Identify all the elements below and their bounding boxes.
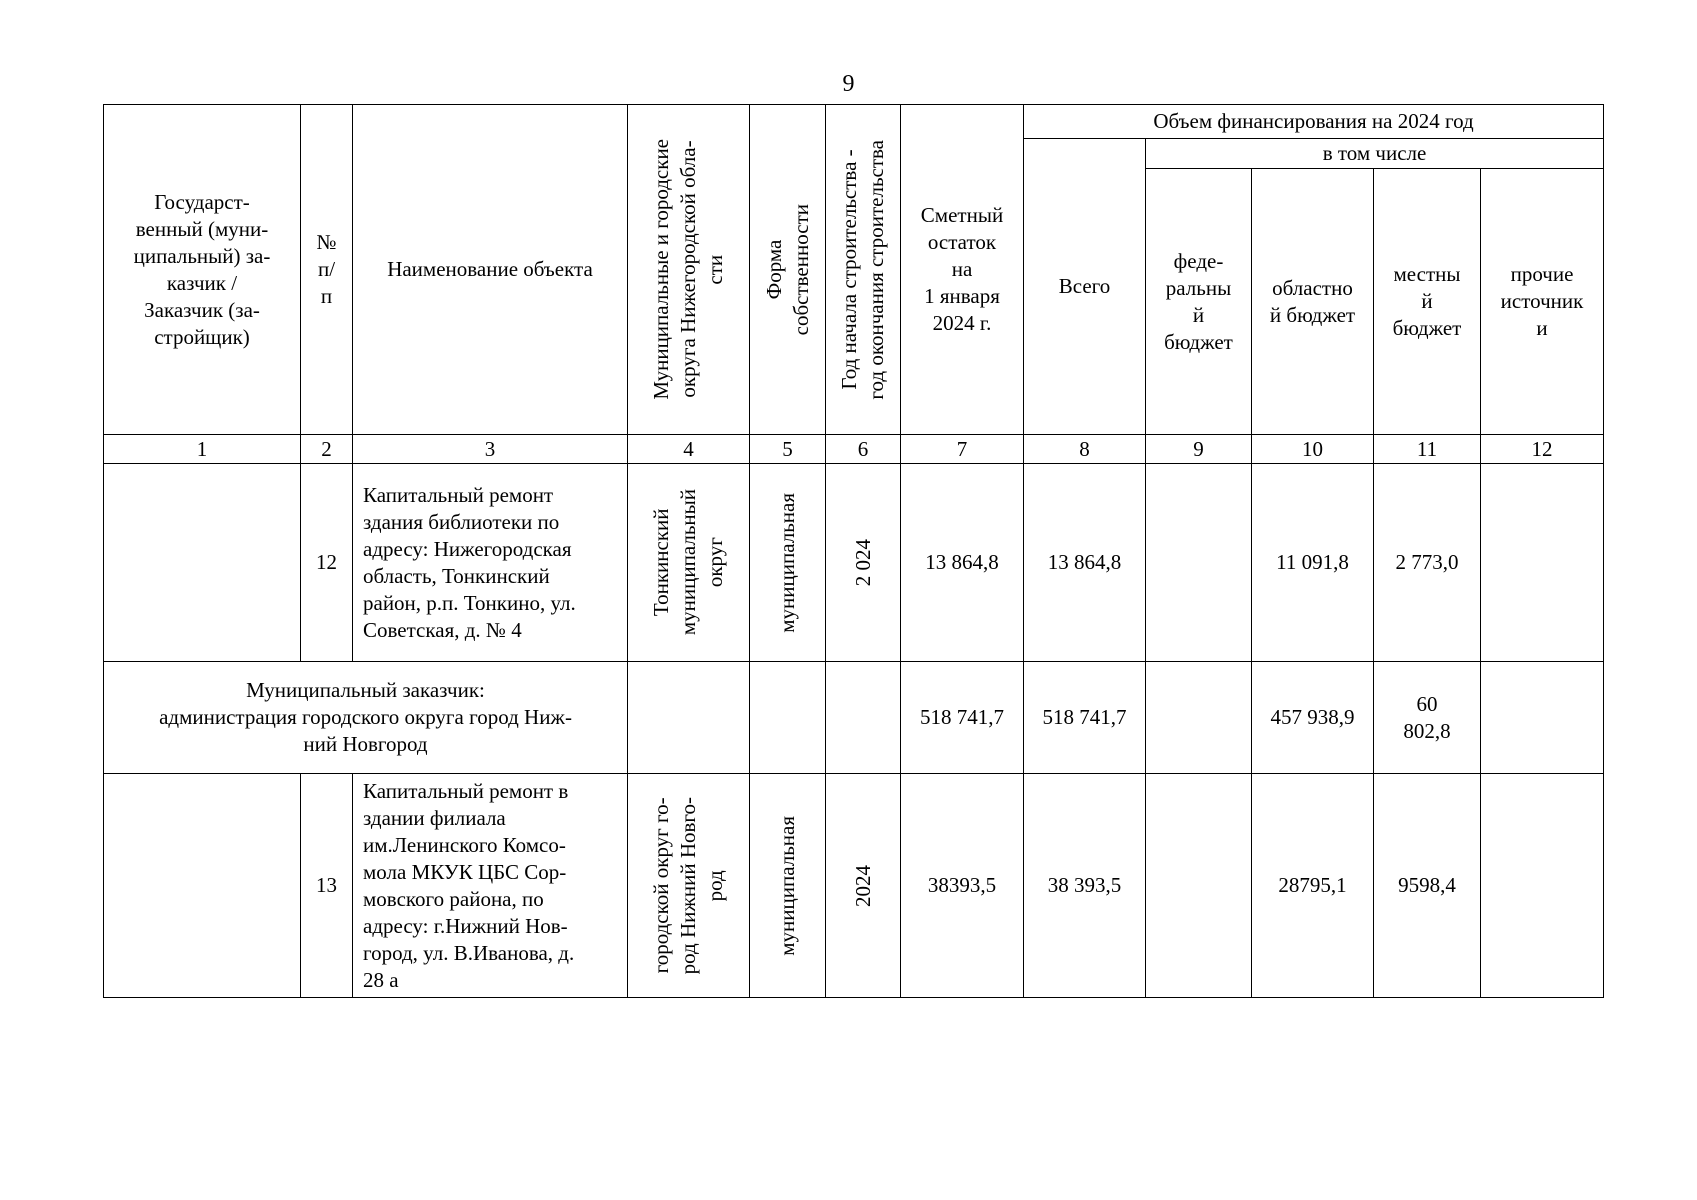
column-numbers-row xyxy=(104,435,1604,464)
financing-table xyxy=(103,104,1604,998)
row-object-name: Капитальный ремонт здания библиотеки по адресу: Нижегородская область, Тонкинский район, р.п. Тонкино, ул. Советская, д. № 4 xyxy=(353,464,628,662)
row-municipality: Тонкинский муниципальный округ xyxy=(628,464,750,662)
col-num-6: 6 xyxy=(826,435,901,464)
row-other xyxy=(1481,464,1604,662)
col-num-12: 12 xyxy=(1481,435,1604,464)
header-total: Всего xyxy=(1024,139,1146,435)
header-num: № п/ п xyxy=(301,105,353,435)
header-including: в том числе xyxy=(1146,139,1604,169)
header-other: прочие источник и xyxy=(1481,169,1604,435)
col-num-3: 3 xyxy=(353,435,628,464)
header-object: Наименование объекта xyxy=(353,105,628,435)
row-customer xyxy=(104,774,301,998)
row-object-name: Капитальный ремонт в здании филиала им.Ленинского Комсо- мола МКУК ЦБС Сор- мовского района, по адресу: г.Нижний Нов- город, ул. В.Иванова, д. 28 а xyxy=(353,774,628,998)
col-num-7: 7 xyxy=(901,435,1024,464)
row-total: 13 864,8 xyxy=(1024,464,1146,662)
subtotal-federal xyxy=(1146,662,1252,774)
subtotal-row xyxy=(104,662,1604,774)
row-years: 2 024 xyxy=(826,464,901,662)
col-num-8: 8 xyxy=(1024,435,1146,464)
col-num-9: 9 xyxy=(1146,435,1252,464)
col-num-2: 2 xyxy=(301,435,353,464)
header-municipalities: Муниципальные и городские округа Нижегородской обла- сти xyxy=(628,105,750,435)
row-local: 9598,4 xyxy=(1374,774,1481,998)
header-years: Год начала строительства - год окончания строительства xyxy=(826,105,901,435)
row-balance: 13 864,8 xyxy=(901,464,1024,662)
row-ownership: муниципальная xyxy=(750,464,826,662)
row-regional: 11 091,8 xyxy=(1252,464,1374,662)
subtotal-total: 518 741,7 xyxy=(1024,662,1146,774)
col-num-1: 1 xyxy=(104,435,301,464)
col-num-4: 4 xyxy=(628,435,750,464)
subtotal-label: Муниципальный заказчик: администрация городского округа город Ниж- ний Новгород xyxy=(104,662,628,774)
subtotal-balance: 518 741,7 xyxy=(901,662,1024,774)
row-regional: 28795,1 xyxy=(1252,774,1374,998)
row-ownership: муниципальная xyxy=(750,774,826,998)
subtotal-municipality xyxy=(628,662,750,774)
row-municipality: городской округ го- род Нижний Новго- род xyxy=(628,774,750,998)
row-federal xyxy=(1146,774,1252,998)
page-number: 9 xyxy=(842,71,855,97)
row-total: 38 393,5 xyxy=(1024,774,1146,998)
subtotal-local: 60 802,8 xyxy=(1374,662,1481,774)
header-balance: Сметный остаток на 1 января 2024 г. xyxy=(901,105,1024,435)
header-ownership: Форма собственности xyxy=(750,105,826,435)
header-local: местны й бюджет xyxy=(1374,169,1481,435)
row-federal xyxy=(1146,464,1252,662)
subtotal-regional: 457 938,9 xyxy=(1252,662,1374,774)
header-financing: Объем финансирования на 2024 год xyxy=(1024,105,1604,139)
row-num: 13 xyxy=(301,774,353,998)
subtotal-years xyxy=(826,662,901,774)
subtotal-ownership xyxy=(750,662,826,774)
table-row xyxy=(104,464,1604,662)
table-row xyxy=(104,774,1604,998)
row-years: 2024 xyxy=(826,774,901,998)
row-other xyxy=(1481,774,1604,998)
row-customer xyxy=(104,464,301,662)
subtotal-other xyxy=(1481,662,1604,774)
col-num-5: 5 xyxy=(750,435,826,464)
row-local: 2 773,0 xyxy=(1374,464,1481,662)
col-num-11: 11 xyxy=(1374,435,1481,464)
header-row-1 xyxy=(104,105,1604,139)
row-balance: 38393,5 xyxy=(901,774,1024,998)
header-customer: Государст- венный (муни- ципальный) за- казчик / Заказчик (за- стройщик) xyxy=(104,105,301,435)
col-num-10: 10 xyxy=(1252,435,1374,464)
header-regional: областно й бюджет xyxy=(1252,169,1374,435)
row-num: 12 xyxy=(301,464,353,662)
header-federal: феде- ральны й бюджет xyxy=(1146,169,1252,435)
